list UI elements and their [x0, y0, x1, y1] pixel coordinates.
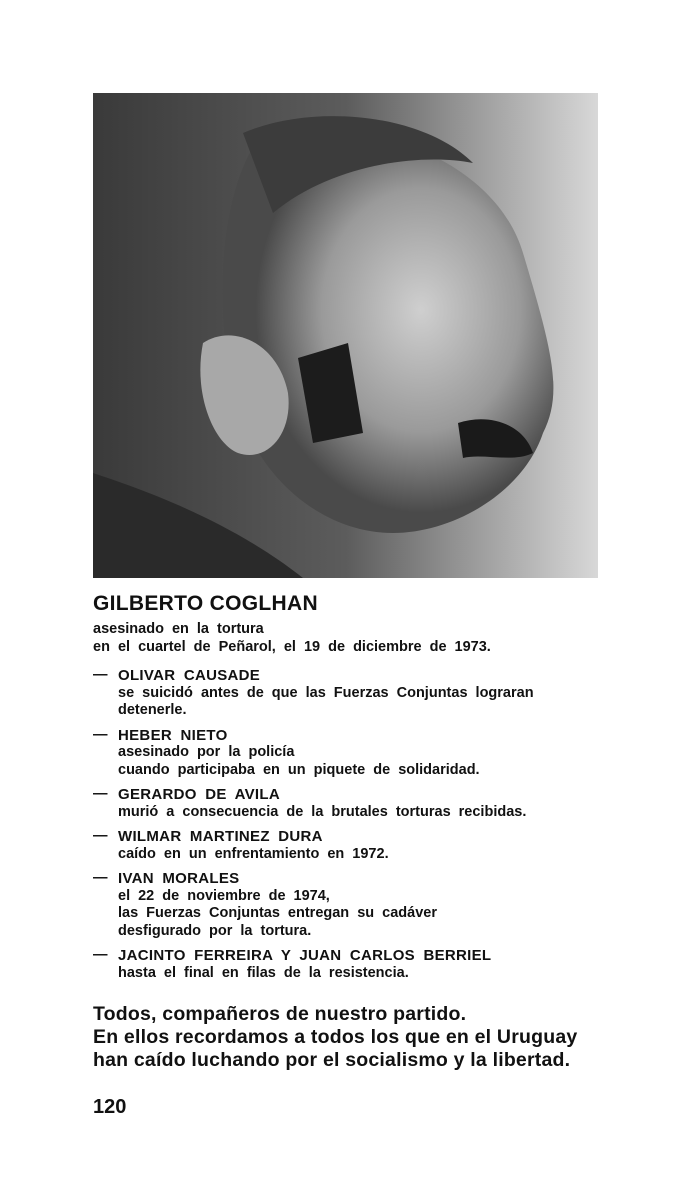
- closing-line: han caído luchando por el socialismo y la libertad.: [93, 1049, 571, 1071]
- entry-name: JACINTO FERREIRA Y JUAN CARLOS BERRIEL: [118, 947, 492, 964]
- featured-name: GILBERTO COGLHAN: [93, 592, 318, 615]
- portrait-photo: [93, 93, 598, 578]
- entry-line: detenerle.: [118, 702, 187, 718]
- entry-line: el 22 de noviembre de 1974,: [118, 887, 330, 904]
- entry-line: las Fuerzas Conjuntas entregan su cadáver: [118, 905, 437, 921]
- entry-line: asesinado por la policía: [118, 744, 295, 760]
- portrait-image: [93, 93, 598, 578]
- list-item: [93, 828, 633, 863]
- entry-line: hasta el final en filas de la resistencia.: [118, 964, 409, 981]
- entry-line: desfigurado por la tortura.: [118, 922, 312, 939]
- entry-name: HEBER NIETO: [118, 726, 228, 744]
- list-item: [93, 947, 633, 982]
- list-item: [93, 727, 633, 780]
- dash: —: [93, 870, 108, 886]
- entry-name: GERARDO DE AVILA: [118, 786, 280, 803]
- featured-line: asesinado en la tortura: [93, 621, 264, 637]
- dash: —: [93, 786, 108, 802]
- closing-line: Todos, compañeros de nuestro partido.: [93, 1003, 467, 1025]
- entry-name: OLIVAR CAUSADE: [118, 667, 261, 684]
- list-item: [93, 870, 633, 940]
- entry-line: cuando participaba en un piquete de solidaridad.: [118, 761, 480, 778]
- list-item: [93, 667, 633, 720]
- dash: —: [93, 667, 108, 683]
- list-item: [93, 786, 633, 821]
- entry-line: se suicidó antes de que las Fuerzas Conjuntas lograran: [118, 684, 534, 701]
- victims-list: [93, 667, 633, 989]
- page-number: 120: [93, 1096, 127, 1118]
- featured-description: [93, 620, 491, 656]
- entry-line: murió a consecuencia de la brutales torturas recibidas.: [118, 803, 527, 820]
- dash: —: [93, 947, 108, 963]
- closing-line: En ellos recordamos a todos los que en el Uruguay: [93, 1026, 578, 1048]
- closing-statement: [93, 1003, 577, 1072]
- featured-line: en el cuartel de Peñarol, el 19 de diciembre de 1973.: [93, 639, 491, 655]
- dash: —: [93, 828, 108, 844]
- entry-name: IVAN MORALES: [118, 870, 240, 887]
- entry-name: WILMAR MARTINEZ DURA: [118, 828, 323, 845]
- dash: —: [93, 726, 108, 743]
- entry-line: caído en un enfrentamiento en 1972.: [118, 845, 389, 862]
